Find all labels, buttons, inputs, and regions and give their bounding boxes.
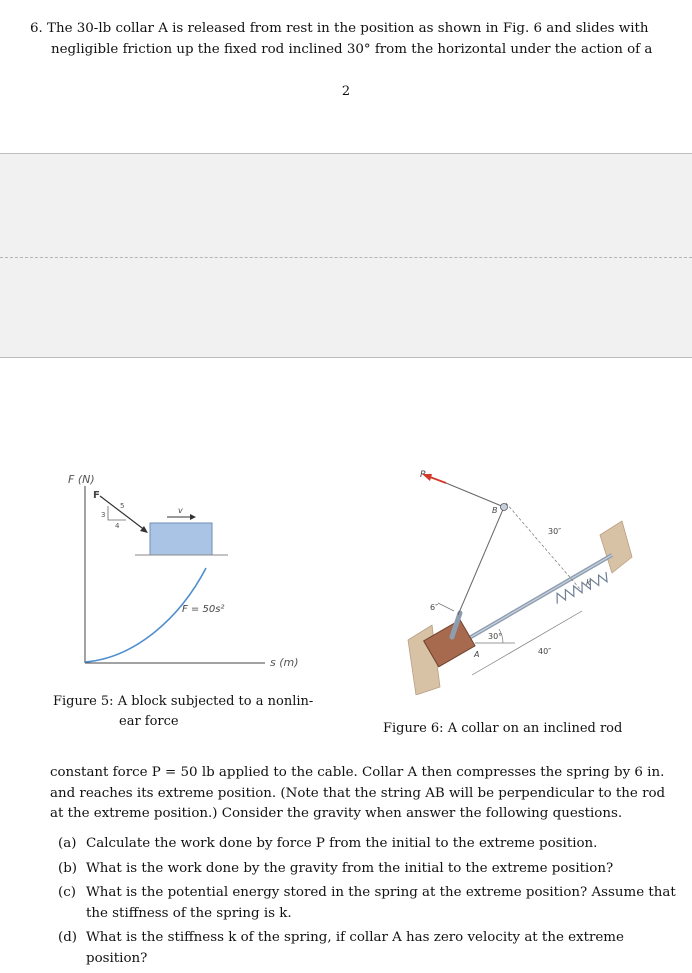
fig5-velocity-arrowhead bbox=[190, 514, 196, 520]
fig6-dim-30-line bbox=[506, 503, 580, 589]
question-label: (c) bbox=[58, 885, 76, 900]
fig5-force-curve bbox=[85, 568, 206, 662]
fig6-dim-40in: 40″ bbox=[538, 647, 552, 656]
fig5-slope-3: 3 bbox=[101, 511, 106, 519]
fig6-b-label: B bbox=[492, 506, 498, 515]
fig5-slope-5: 5 bbox=[120, 502, 125, 510]
fig6-spring-k-label: k bbox=[586, 578, 591, 587]
fig6-p-label: P bbox=[420, 470, 426, 480]
fig6-dim-6-line bbox=[438, 603, 454, 611]
figure-6 bbox=[400, 465, 640, 695]
question-c bbox=[58, 883, 678, 924]
fig5-x-axis-label: s (m) bbox=[270, 656, 299, 669]
question-label: (d) bbox=[58, 930, 78, 945]
question-b bbox=[58, 859, 678, 880]
question-list bbox=[58, 834, 678, 973]
problem-line-1: 6. The 30-lb collar A is released from rest in the position as shown in Fig. 6 and slides with bbox=[30, 21, 649, 36]
body-line-3: at the extreme position.) Consider the gravity when answer the following questions. bbox=[50, 806, 623, 821]
question-d bbox=[58, 928, 678, 969]
body-line-2: and reaches its extreme position. (Note that the string AB will be perpendicular to the rod bbox=[50, 785, 666, 801]
figure-5-caption bbox=[53, 692, 333, 732]
page-break-divider bbox=[0, 257, 692, 258]
question-label: (b) bbox=[58, 860, 78, 876]
fig6-dim-30in: 30″ bbox=[548, 527, 562, 536]
question-text: What is the potential energy stored in the spring at the extreme position? Assume that the stiffness of the spring is k. bbox=[86, 885, 676, 921]
problem-statement bbox=[30, 18, 675, 60]
fig6-angle-30: 30° bbox=[488, 632, 503, 641]
question-text: Calculate the work done by force P from the initial to the extreme position. bbox=[86, 836, 598, 851]
question-label: (a) bbox=[58, 836, 77, 851]
problem-continuation bbox=[50, 763, 675, 825]
fig6-dim-6in: 6″ bbox=[430, 603, 439, 612]
fig5-slope-4: 4 bbox=[115, 522, 120, 530]
fig6-cable-ab bbox=[458, 507, 504, 615]
question-text: What is the stiffness k of the spring, if collar A has zero velocity at the extreme position? bbox=[86, 930, 624, 966]
fig5-force-label: F bbox=[93, 490, 100, 501]
fig5-y-axis-label: F (N) bbox=[68, 473, 95, 486]
fig6-a-label: A bbox=[474, 650, 480, 659]
fig6-cable-p bbox=[446, 483, 504, 507]
page-break-gap bbox=[0, 153, 692, 358]
fig5-caption-line-1: Figure 5: A block subjected to a nonlin- bbox=[53, 694, 314, 709]
question-a bbox=[58, 834, 678, 855]
fig5-block bbox=[150, 523, 212, 555]
fig6-pulley-b bbox=[501, 504, 508, 511]
fig6-right-wall bbox=[600, 521, 632, 573]
fig6-force-p-arrow bbox=[430, 477, 446, 483]
figure-6-caption: Figure 6: A collar on an inclined rod bbox=[383, 721, 623, 736]
fig5-curve-label: F = 50s² bbox=[182, 604, 225, 615]
fig5-velocity-label: v bbox=[178, 506, 183, 515]
fig5-caption-line-2: ear force bbox=[119, 714, 179, 729]
body-line-1: constant force P = 50 lb applied to the cable. Collar A then compresses the spring by 6 in. bbox=[50, 765, 665, 780]
page-number: 2 bbox=[341, 84, 351, 99]
question-text: What is the work done by the gravity from the initial to the extreme position? bbox=[86, 860, 614, 876]
problem-line-2: negligible friction up the fixed rod inclined 30° from the horizontal under the action of a bbox=[51, 42, 653, 57]
figure-5 bbox=[60, 468, 320, 678]
